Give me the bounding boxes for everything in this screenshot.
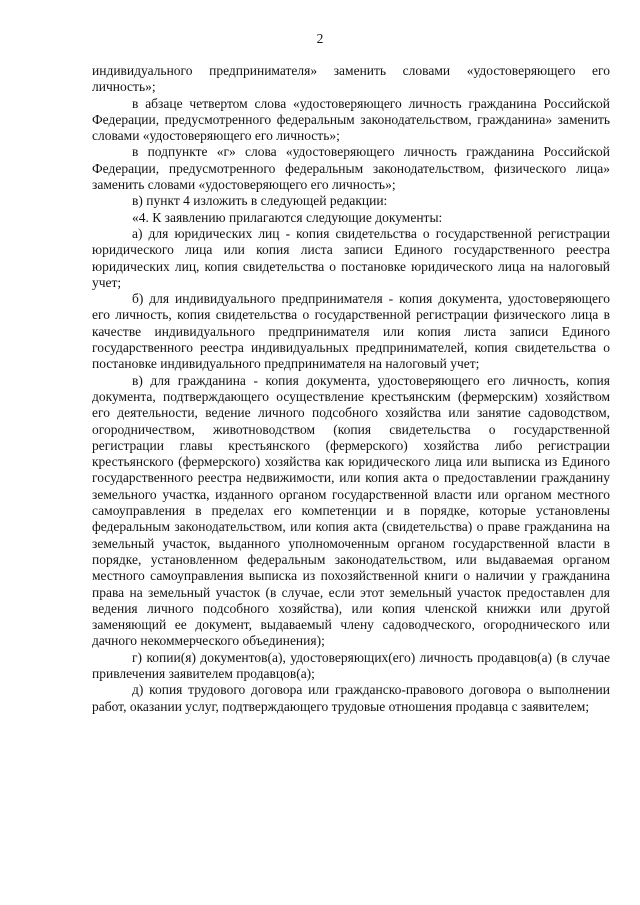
paragraph-amendment-subpoint-g: в подпункте «г» слова «удостоверяющего личность гражданина Российской Федерации, предусмотренного федеральным законодательством, физического лица» заменить словами «удостоверяющего его личность»; [92, 144, 610, 193]
paragraph-point-4-intro: в) пункт 4 изложить в следующей редакции: [132, 193, 388, 209]
paragraph-item-v: в) для гражданина - копия документа, удостоверяющего его личность, копия документа, подтверждающего осуществление крестьянским (фермерским) хозяйством его деятельности, ведение личного подсобного хозяйства или занятие садоводством, огородничеством, животноводством (копия свидетельства о государственной регистрации главы крестьянского (фермерского) хозяйства либо регистрации крестьянского (фермерского) хозяйства как юридического лица или выписка из Единого государственного реестра недвижимости, или копия акта о предоставлении гражданину земельного участка, изданного органом государственной власти или органом местного самоуправления в пределах его компетенции и в порядке, которые установлены федеральным законодательством, или копия акта (свидетельства) о праве гражданина на земельный участок, выданного уполномоченным органом государственной власти в порядке, установленном федеральным законодательством, или выдаваемая органом местного самоуправления выписка из похозяйственной книги о наличии у гражданина права на земельный участок (в случае, если этот земельный участок предоставлен для ведения личного подсобного хозяйства), или копия членской книжки или другой заменяющий ее документ, выдаваемый члену садоводческого, огороднического или дачного некоммерческого объединения); [92, 372, 610, 649]
document-body [92, 63, 610, 715]
paragraph-item-d: д) копия трудового договора или гражданско-правового договора о выполнении работ, оказании услуг, подтверждающего трудовые отношения продавца с заявителем; [92, 682, 610, 714]
paragraph-amendment-abzac-4: в абзаце четвертом слова «удостоверяющего личность гражданина Российской Федерации, предусмотренного федеральным законодательством, гражданина» заменить словами «удостоверяющего его личность»; [92, 95, 610, 144]
page-number: 2 [316, 31, 324, 46]
paragraph-item-b: б) для индивидуального предпринимателя - копия документа, удостоверяющего его личность, копия свидетельства о государственной регистрации физического лица в качестве индивидуального предпринимателя или копия листа записи Единого государственного реестра индивидуальных предпринимателей, копия свидетельства о постановке индивидуального предпринимателя на налоговый учет; [92, 291, 610, 372]
paragraph-point-4-heading: «4. К заявлению прилагаются следующие документы: [132, 209, 443, 225]
paragraph-item-a: а) для юридических лиц - копия свидетельства о государственной регистрации юридического лица или копия листа записи Единого государственного реестра юридических лиц, копия свидетельства о постановке юридического лица на налоговый учет; [92, 225, 610, 290]
paragraph-continuation: индивидуального предпринимателя» заменить словами «удостоверяющего его личность»; [92, 63, 610, 95]
paragraph-item-g: г) копии(я) документов(а), удостоверяющих(его) личность продавцов(а) (в случае привлечения заявителем продавцов(а); [92, 649, 610, 681]
